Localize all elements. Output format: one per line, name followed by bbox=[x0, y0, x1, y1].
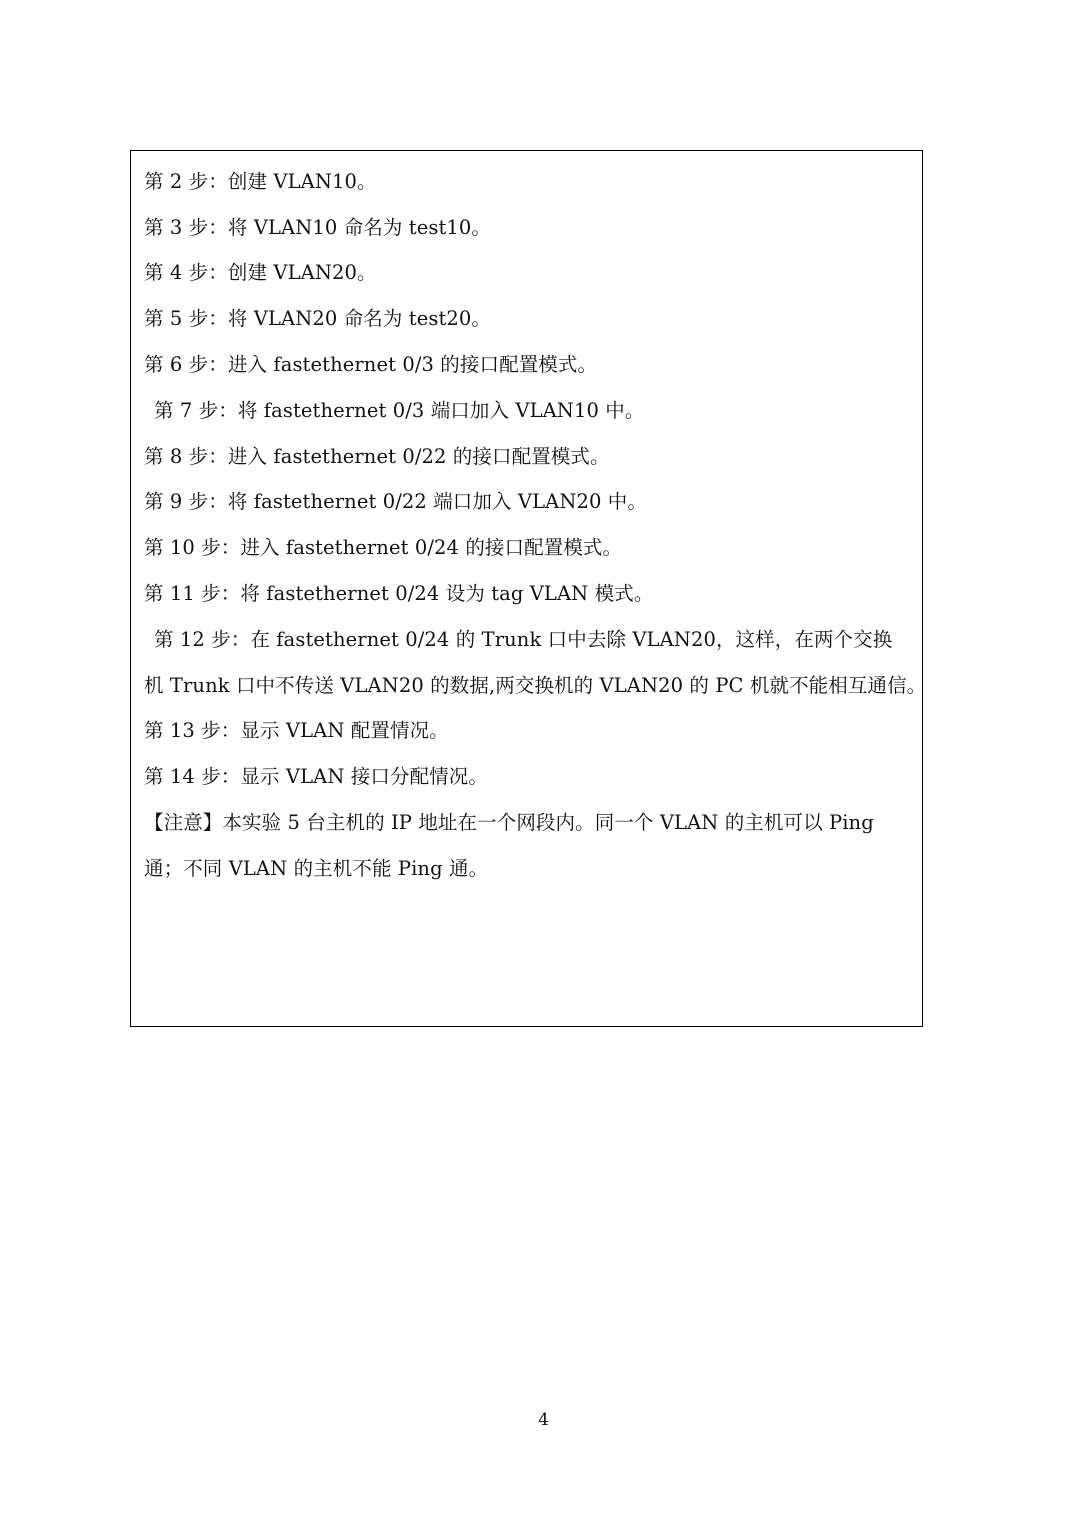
step-12-text-line1: 第 12 步：在 fastethernet 0/24 的 Trunk 口中去除 VLAN20，这样，在两个交换 bbox=[154, 628, 893, 651]
step-11-text: 第 11 步：将 fastethernet 0/24 设为 tag VLAN 模式。 bbox=[144, 582, 654, 605]
steps-table-cell bbox=[130, 150, 927, 1027]
step-7-text: 第 7 步：将 fastethernet 0/3 端口加入 VLAN10 中。 bbox=[154, 399, 645, 422]
step-4-text: 第 4 步：创建 VLAN20。 bbox=[144, 261, 377, 284]
step-13-text: 第 13 步：显示 VLAN 配置情况。 bbox=[144, 719, 449, 742]
step-12-text-line2: 机 Trunk 口中不传送 VLAN20 的数据,两交换机的 VLAN20 的 PC 机就不能相互通信。 bbox=[144, 674, 927, 697]
step-2-text: 第 2 步：创建 VLAN10。 bbox=[144, 170, 377, 193]
page-number: 4 bbox=[538, 1410, 549, 1430]
note-text-line2: 通；不同 VLAN 的主机不能 Ping 通。 bbox=[144, 857, 489, 880]
note-text-line1: 【注意】本实验 5 台主机的 IP 地址在一个网段内。同一个 VLAN 的主机可以 Ping bbox=[144, 811, 874, 834]
step-5-text: 第 5 步：将 VLAN20 命名为 test20。 bbox=[144, 307, 492, 330]
step-8-text: 第 8 步：进入 fastethernet 0/22 的接口配置模式。 bbox=[144, 445, 610, 468]
step-3-text: 第 3 步：将 VLAN10 命名为 test10。 bbox=[144, 216, 492, 239]
step-14-text: 第 14 步：显示 VLAN 接口分配情况。 bbox=[144, 765, 488, 788]
step-10-text: 第 10 步：进入 fastethernet 0/24 的接口配置模式。 bbox=[144, 536, 623, 559]
step-9-text: 第 9 步：将 fastethernet 0/22 端口加入 VLAN20 中。 bbox=[144, 490, 647, 513]
step-6-text: 第 6 步：进入 fastethernet 0/3 的接口配置模式。 bbox=[144, 353, 598, 376]
